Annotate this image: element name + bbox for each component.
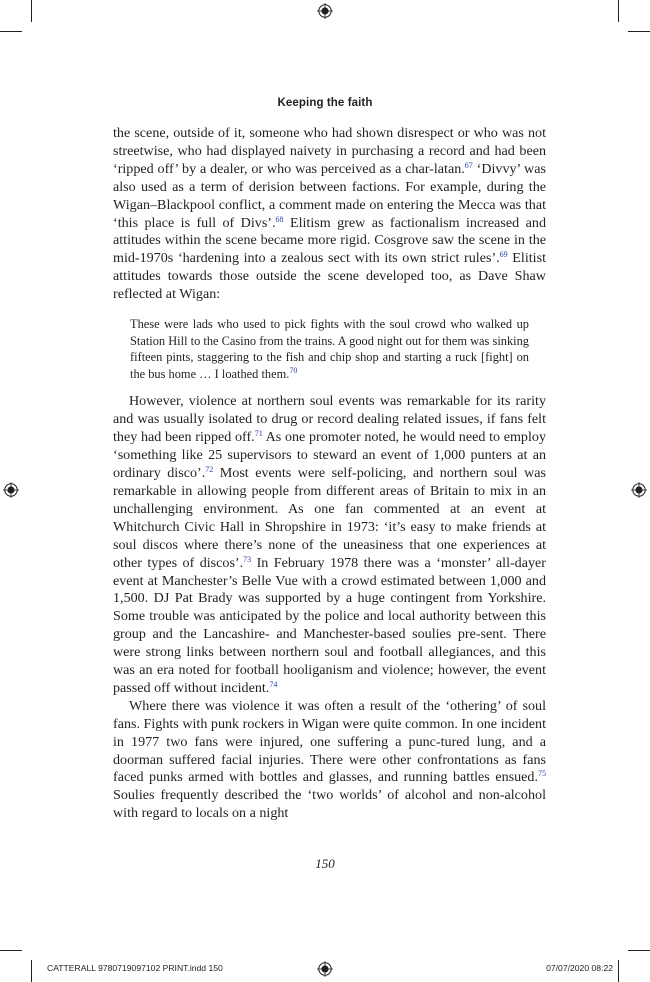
crop-mark-top-right <box>618 0 619 22</box>
note-ref-74[interactable]: 74 <box>269 679 278 689</box>
text-run: Where there was violence it was often a result of the ‘othering’ of soul fans. Fights with punk rockers in Wigan were quite common. In one incident in 1977 two fans were injured, one suffering a punc-tured lung, and a doorman suffered facial injuries. There were other confrontations as fans faced punks armed with bottles and glasses, and running battles ensued. <box>113 697 546 786</box>
text-block <box>113 125 546 823</box>
page-number: 150 <box>315 856 335 871</box>
crop-mark-bottom-right <box>618 960 619 982</box>
registration-mark-left-icon <box>3 482 19 498</box>
text-run: the scene, outside of it, someone who had shown disrespect or who was not streetwise, who had displayed naivety in purchasing a record and had been ‘ripped off’ by a dealer, or who was perceived as a char-latan. <box>113 125 546 177</box>
note-ref-69[interactable]: 69 <box>499 250 508 260</box>
crop-mark-bottom-right-h <box>628 950 650 951</box>
note-ref-68[interactable]: 68 <box>275 214 284 224</box>
note-ref-71[interactable]: 71 <box>254 429 263 439</box>
crop-mark-top-right-h <box>628 31 650 32</box>
note-ref-70[interactable]: 70 <box>289 365 298 375</box>
paragraph-before-quote <box>113 125 546 304</box>
block-quote <box>130 316 529 382</box>
registration-mark-right-icon <box>631 482 647 498</box>
text-run: As one promoter noted, he would need to employ ‘something like 25 supervisors to steward an event of 1,000 punters at an ordinary disco’. <box>113 429 546 482</box>
note-ref-72[interactable]: 72 <box>205 465 214 475</box>
note-ref-67[interactable]: 67 <box>464 160 473 170</box>
text-run: Soulies frequently described the ‘two worlds’ of alcohol and non-alcohol with regard to locals on a night <box>113 787 546 822</box>
slug-file-info: CATTERALL 9780719097102 PRINT.indd 150 <box>47 963 223 973</box>
paragraph-othering <box>113 698 546 823</box>
text-run: Elitism grew as factionalism increased and attitudes within the scene became more rigid. Cosgrove saw the scene in the mid-1970s ‘hardening into a zealous sect with its own strict rules’. <box>113 214 546 267</box>
text-run: In February 1978 there was a ‘monster’ all-dayer event at Manchester’s Belle Vue with a crowd estimated between 1,000 and 1,500. DJ Pat Brady was supported by a huge contingent from Yorkshire. Some trouble was anticipated by the police and local authority between this group and the Lancashire- and Manchester-based soulies pre-sent. There were strong links between northern soul and football allegiances, and this was an era noted for football hooliganism and violence; however, the event passed off without incident. <box>113 554 546 696</box>
paragraph-violence <box>113 393 546 697</box>
crop-mark-bottom-left <box>31 960 32 982</box>
crop-mark-top-left <box>31 0 32 22</box>
crop-mark-top-left-h <box>0 31 22 32</box>
running-head: Keeping the faith <box>277 97 373 109</box>
crop-mark-bottom-left-h <box>0 950 22 951</box>
registration-mark-bottom-icon <box>317 961 333 977</box>
text-run: Most events were self-policing, and northern soul was remarkable in allowing people from different areas of Britain to mix in an unchallenging environment. As one fan commented at an event at Whitchurch Civic Hall in Shropshire in 1973: ‘it’s easy to make friends at soul discos where there’s none of the uneasiness that one experiences at other types of discos’. <box>113 465 546 571</box>
text-run: However, violence at northern soul events was remarkable for its rarity and was usually isolated to drug or record dealing related issues, if fans felt they had been ripped off. <box>113 393 546 446</box>
note-ref-73[interactable]: 73 <box>243 554 252 564</box>
registration-mark-top-icon <box>317 3 333 19</box>
text-run: Elitist attitudes towards those outside the scene developed too, as Dave Shaw reflected at Wigan: <box>113 250 546 303</box>
slug-date-time: 07/07/2020 08:22 <box>546 963 613 973</box>
note-ref-75[interactable]: 75 <box>538 769 546 779</box>
text-run: These were lads who used to pick fights with the soul crowd who walked up Station Hill to the Casino from the trains. A good night out for them was sinking fifteen pints, staggering to the fish and chip shop and starting a ruck [fight] on the bus home … I loathed them. <box>130 317 529 381</box>
text-run: ‘Divvy’ was also used as a term of derision between factions. For example, during the Wigan–Blackpool conflict, a comment made on entering the Mecca was that ‘this place is full of Divs’. <box>113 160 546 231</box>
